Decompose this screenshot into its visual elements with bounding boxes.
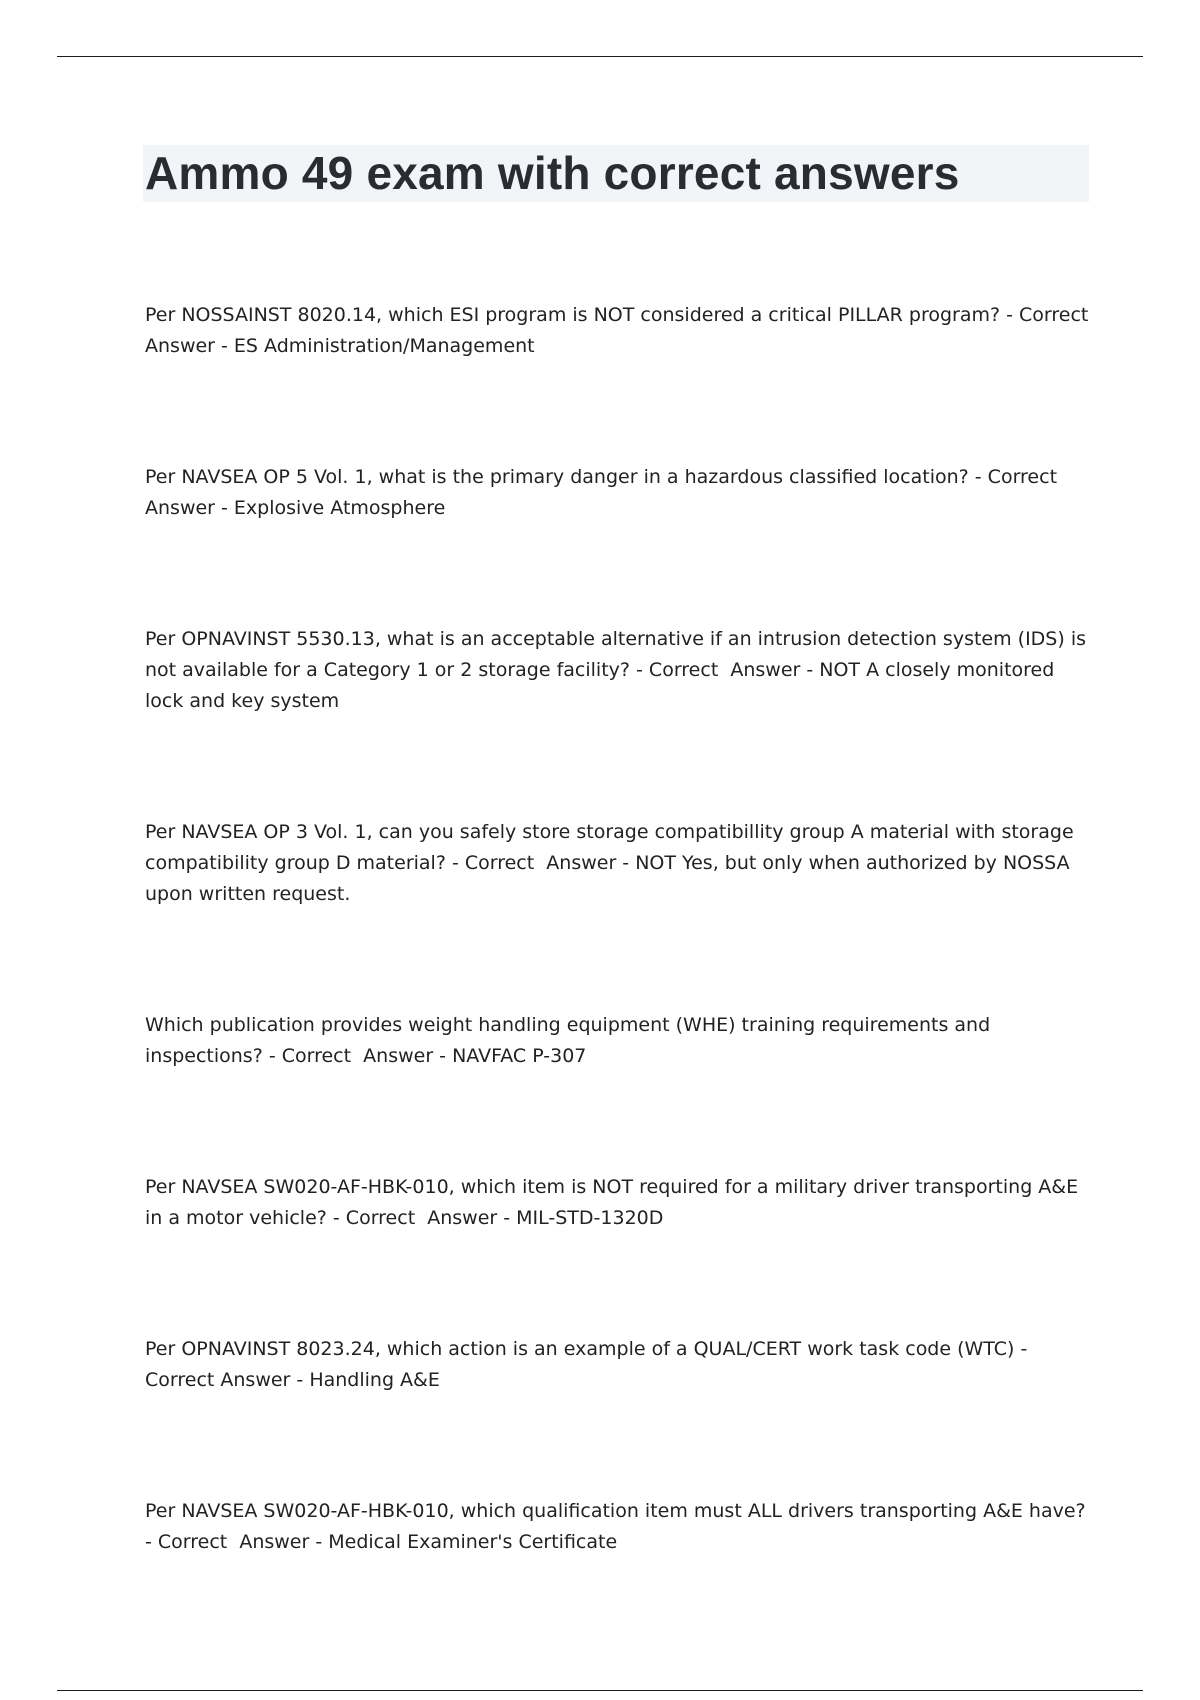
qa-item: Per OPNAVINST 5530.13, what is an acceptable alternative if an intrusion detection system (IDS) is not available for a Category 1 or 2 storage facility? - Correct Answer - NOT A closely monitored lock and key system — [145, 628, 1087, 712]
document-title: Ammo 49 exam with correct answers — [145, 147, 960, 199]
qa-list — [145, 300, 1093, 1658]
answer-text: Explosive Atmosphere — [233, 497, 446, 519]
answer-text: Medical Examiner's Certificate — [328, 1531, 618, 1553]
question-text: Per NAVSEA OP 5 Vol. 1, what is the primary danger in a hazardous classified location? — [145, 466, 969, 488]
qa-item: Per NOSSAINST 8020.14, which ESI program is NOT considered a critical PILLAR program? - Correct Answer - ES Administration/Management — [145, 304, 1095, 357]
answer-label: Correct Answer — [464, 852, 617, 874]
answer-text: NOT A closely monitored lock and key system — [145, 659, 1055, 712]
answer-label: Correct Answer — [157, 1531, 310, 1553]
answer-text: NOT Yes, but only when authorized by NOSSA upon written request. — [145, 852, 1070, 905]
qa-item: Per NAVSEA SW020-AF-HBK-010, which item is NOT required for a military driver transporting A&E in a motor vehicle? - Correct Answer - MIL-STD-1320D — [145, 1176, 1079, 1229]
question-text: Per NAVSEA OP 3 Vol. 1, can you safely store storage compatibillity group A material with storage compatibility group D material? — [145, 821, 1074, 874]
answer-label: Correct Answer — [648, 659, 801, 681]
qa-item: Per NAVSEA OP 3 Vol. 1, can you safely store storage compatibillity group A material with storage compatibility group D material? - Correct Answer - NOT Yes, but only when authorized by NOSSA upon written request. — [145, 821, 1074, 905]
question-text: Per NOSSAINST 8020.14, which ESI program is NOT considered a critical PILLAR program? — [145, 304, 1001, 326]
answer-text: Handling A&E — [309, 1369, 440, 1391]
top-rule — [57, 56, 1143, 57]
qa-item: Per NAVSEA SW020-AF-HBK-010, which qualification item must ALL drivers transporting A&E have? - Correct Answer - Medical Examiner's Certificate — [145, 1500, 1092, 1553]
answer-text: NAVFAC P-307 — [452, 1045, 587, 1067]
qa-item: Per NAVSEA OP 5 Vol. 1, what is the primary danger in a hazardous classified location? - Correct Answer - Explosive Atmosphere — [145, 466, 1070, 519]
answer-label: Correct Answer — [345, 1207, 498, 1229]
answer-label: Correct Answer — [281, 1045, 434, 1067]
answer-text: ES Administration/Management — [233, 335, 535, 357]
answer-label: Correct Answer — [145, 466, 1070, 519]
question-text: Per NAVSEA SW020-AF-HBK-010, which qualification item must ALL drivers transporting A&E have? — [145, 1500, 1086, 1522]
qa-item: Per OPNAVINST 8023.24, which action is an example of a QUAL/CERT work task code (WTC) - Correct Answer - Handling A&E — [145, 1338, 1034, 1391]
answer-label: Correct Answer — [145, 1369, 291, 1391]
qa-item: Which publication provides weight handling equipment (WHE) training requirements and inspections? - Correct Answer - NAVFAC P-307 — [145, 1014, 991, 1067]
question-text: Which publication provides weight handling equipment (WHE) training requirements and inspections? — [145, 1014, 991, 1067]
question-text: Per OPNAVINST 5530.13, what is an acceptable alternative if an intrusion detection system (IDS) is not available for a Category 1 or 2 storage facility? — [145, 628, 1087, 681]
answer-label: Correct Answer — [145, 304, 1095, 357]
question-text: Per OPNAVINST 8023.24, which action is an example of a QUAL/CERT work task code (WTC) — [145, 1338, 1015, 1360]
answer-text: MIL-STD-1320D — [516, 1207, 664, 1229]
bottom-rule — [57, 1690, 1143, 1691]
question-text: Per NAVSEA SW020-AF-HBK-010, which item is NOT required for a military driver transporting A&E in a motor vehicle? — [145, 1176, 1079, 1229]
